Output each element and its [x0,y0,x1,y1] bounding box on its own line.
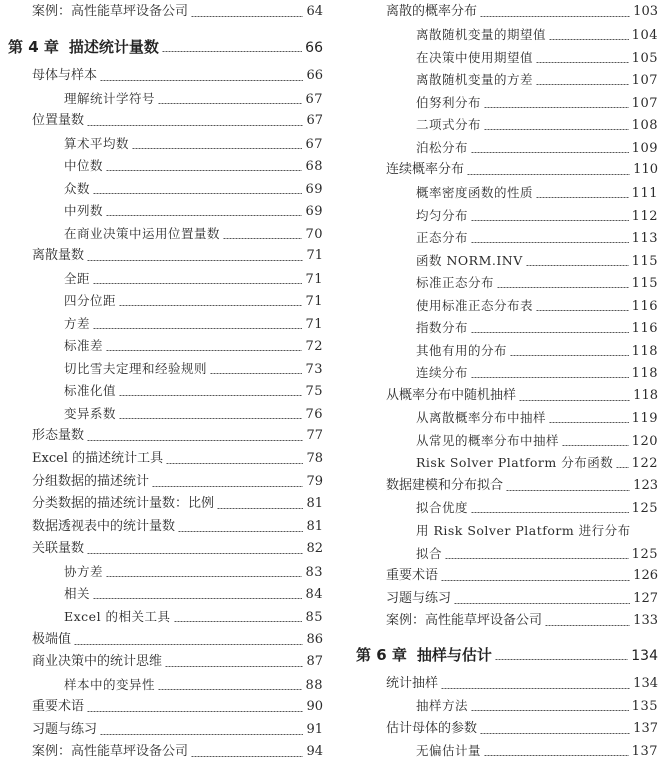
dot-leader [562,445,629,446]
toc-page-number: 71 [305,272,323,287]
toc-entry[interactable] [64,223,323,245]
dot-leader [445,558,629,559]
toc-page-number: 78 [306,451,323,466]
toc-entry-title: 正态分布 [416,230,469,245]
toc-entry-title: 习题与练习 [32,722,98,737]
toc-entry[interactable] [64,268,323,290]
toc-page-number: 133 [633,613,658,628]
chapter-number: 第 4 章 [8,38,59,56]
toc-page-number: 107 [631,73,658,88]
toc-page-number: 105 [631,51,658,66]
toc-entry-title: 伯努利分布 [416,95,482,110]
dot-leader [471,332,629,333]
dot-leader [536,84,629,85]
dot-leader [178,531,303,532]
toc-page-number: 137 [631,744,658,759]
dot-leader [158,103,302,104]
toc-entry-title: 重要术语 [32,699,85,714]
toc-entry-title: 其他有用的分布 [416,343,508,358]
toc-entry-title: 四分位距 [64,293,117,308]
toc-page-number: 104 [631,28,658,43]
toc-entry[interactable] [416,92,658,114]
toc-entry[interactable] [416,47,658,69]
toc-entry[interactable] [416,182,658,204]
toc-entry[interactable] [32,538,323,560]
toc-entry[interactable] [386,1,658,23]
dot-leader [471,220,629,221]
toc-page-number: 134 [633,676,658,691]
toc-page-number: 67 [305,137,323,152]
toc-page-number: 75 [305,384,323,399]
toc-entry[interactable] [386,385,658,407]
toc-entry[interactable] [386,610,658,632]
toc-entry-title: 关联量数 [32,541,85,556]
dot-leader [158,689,302,690]
dot-leader [93,193,302,194]
toc-entry-title: 离散随机变量的方差 [416,72,534,87]
toc-page-number: 120 [631,434,658,449]
toc-entry-title: 均匀分布 [416,208,469,223]
toc-entry[interactable] [64,606,323,628]
toc-entry[interactable] [32,1,323,23]
toc-entry-title: 抽样方法 [416,698,469,713]
toc-chapter-heading[interactable] [8,36,323,58]
toc-entry-title: 数据透视表中的统计量数 [32,519,176,534]
toc-entry[interactable] [416,250,658,272]
toc-entry-title: 协方差 [64,564,104,579]
toc-entry[interactable] [416,227,658,249]
dot-leader [217,508,303,509]
dot-leader [471,710,629,711]
toc-page-number: 94 [306,744,323,759]
toc-page-number: 113 [631,231,658,246]
toc-entry[interactable] [64,583,323,605]
toc-entry[interactable] [32,471,323,493]
dot-leader [223,238,302,239]
toc-entry-title: 连续分布 [416,365,469,380]
toc-entry[interactable] [64,178,323,200]
toc-entry-title: 样本中的变异性 [64,677,156,692]
dot-leader [87,440,303,441]
toc-page-number: 135 [631,699,658,714]
toc-entry[interactable] [416,272,658,294]
toc-entry-title: 数据建模和分布拟合 [386,478,504,493]
toc-entry[interactable] [416,695,658,717]
dot-leader [119,395,302,396]
toc-entry-title: 二项式分布 [416,117,482,132]
dot-leader [441,580,630,581]
dot-leader [510,355,629,356]
toc-entry-title: 算术平均数 [64,136,130,151]
toc-entry[interactable] [64,133,323,155]
toc-entry-title: Excel 的描述统计工具 [32,451,164,466]
toc-entry[interactable] [64,335,323,357]
toc-entry-title: 连续概率分布 [386,162,465,177]
toc-page-number: 73 [305,362,323,377]
toc-page-number: 71 [305,294,323,309]
toc-page-number: 127 [633,591,658,606]
toc-page-number: 87 [306,654,323,669]
toc-page-number: 81 [306,496,323,511]
toc-entry-title: 中位数 [64,158,104,173]
toc-entry-title: 方差 [64,316,91,331]
toc-entry-title: 概率密度函数的性质 [416,185,534,200]
toc-entry-title: Excel 的相关工具 [64,609,171,624]
toc-page-number: 64 [306,4,323,19]
toc-page-number: 110 [633,162,658,177]
toc-page-number: 112 [631,209,658,224]
toc-page-number: 115 [631,254,658,269]
chapter-number: 第 6 章 [356,646,407,664]
toc-entry-title: 用 Risk Solver Platform 进行分布 [416,523,631,538]
toc-entry[interactable] [32,629,323,651]
toc-entry[interactable] [416,69,658,91]
dot-leader [106,170,302,171]
toc-page-number: 68 [305,159,323,174]
toc-entry-title: 离散随机变量的期望值 [416,27,547,42]
toc-page-number: 67 [306,113,323,128]
toc-page-number: 82 [306,541,323,556]
dot-leader [536,62,629,63]
dot-leader [484,129,629,130]
toc-entry-title: 离散量数 [32,248,85,263]
toc-entry-title: Risk Solver Platform 分布函数 [416,455,614,470]
toc-entry-title: 案例：高性能草坪设备公司 [32,744,189,759]
dot-leader [545,625,630,626]
dot-leader [87,125,303,126]
toc-entry-title: 标准正态分布 [416,275,495,290]
toc-page-number: 115 [631,276,658,291]
toc-entry[interactable] [32,741,323,763]
dot-leader [87,711,303,712]
toc-entry[interactable] [416,452,658,474]
dot-leader [106,215,302,216]
dot-leader [132,148,302,149]
toc-entry-title: 极端值 [32,632,72,647]
toc-page-number: 69 [305,204,323,219]
toc-entry-title: 从常见的概率分布中抽样 [416,433,560,448]
dot-leader [536,310,629,311]
toc-page-number: 107 [631,96,658,111]
toc-entry[interactable] [416,295,658,317]
toc-page-number: 116 [631,299,658,314]
toc-entry[interactable] [32,719,323,741]
dot-leader [191,756,303,757]
toc-entry[interactable] [416,430,658,452]
toc-page-number: 103 [633,4,658,19]
dot-leader [174,621,303,622]
dot-leader [471,377,629,378]
dot-leader [480,16,630,17]
toc-page-number: 111 [631,186,658,201]
toc-entry[interactable] [386,565,658,587]
toc-page-number: 125 [631,501,658,516]
toc-page-number: 118 [633,388,658,403]
toc-entry-title: 使用标准正态分布表 [416,298,534,313]
toc-entry-title: 估计母体的参数 [386,721,478,736]
toc-page-number: 83 [305,565,323,580]
toc-entry[interactable] [32,493,323,515]
dot-leader [484,755,629,756]
toc-entry[interactable] [416,497,658,519]
toc-entry[interactable] [64,403,323,425]
toc-entry-title: 切比雪夫定理和经验规则 [64,361,208,376]
toc-page-number: 126 [633,568,658,583]
toc-page-number: 88 [305,678,323,693]
toc-page-number: 90 [306,699,323,714]
toc-entry[interactable] [386,673,658,695]
dot-leader [536,197,629,198]
dot-leader [74,644,303,645]
toc-page-number: 137 [633,721,658,736]
toc-entry-title: 无偏估计量 [416,743,482,758]
dot-leader [616,467,628,468]
toc-entry[interactable] [32,448,323,470]
toc-entry[interactable] [64,674,323,696]
toc-page-number: 70 [305,227,323,242]
toc-entry-title: 拟合优度 [416,500,469,515]
dot-leader [454,603,630,604]
toc-entry-title: 在商业决策中运用位置量数 [64,226,221,241]
toc-entry[interactable] [416,24,658,46]
toc-page-number: 123 [633,478,658,493]
dot-leader [519,400,630,401]
toc-entry-title: 描述统计量数 [68,38,159,56]
toc-chapter-heading[interactable] [356,644,658,666]
dot-leader [467,174,630,175]
toc-entry-title: 抽样与估计 [416,646,492,664]
dot-leader [106,350,302,351]
toc-page-number: 108 [631,118,658,133]
dot-leader [152,486,303,487]
toc-page-number: 77 [306,428,323,443]
toc-page-number: 67 [305,92,323,107]
toc-entry-title: 重要术语 [386,568,439,583]
toc-page-number: 91 [306,722,323,737]
dot-leader [480,733,630,734]
toc-entry[interactable] [64,200,323,222]
dot-leader [526,265,629,266]
dot-leader [93,598,302,599]
toc-entry[interactable] [386,588,658,610]
toc-entry[interactable] [64,88,323,110]
toc-page-number: 76 [305,407,323,422]
dot-leader [495,659,628,660]
toc-entry[interactable] [32,696,323,718]
toc-entry-title: 母体与样本 [32,68,98,83]
toc-entry[interactable] [416,114,658,136]
dot-leader [549,422,629,423]
toc-entry-title: 统计抽样 [386,676,439,691]
dot-leader [441,688,630,689]
toc-entry[interactable] [416,362,658,384]
toc-entry[interactable] [416,205,658,227]
toc-entry-title: 从概率分布中随机抽样 [386,388,517,403]
toc-entry-title: 位置量数 [32,113,85,128]
toc-entry[interactable] [32,65,323,87]
dot-leader [210,373,302,374]
toc-page-number: 66 [306,68,323,83]
toc-entry-title: 商业决策中的统计思维 [32,654,163,669]
toc-page-number: 84 [305,587,323,602]
toc-page-number: 118 [631,366,658,381]
toc-entry[interactable] [386,718,658,740]
toc-entry[interactable] [386,475,658,497]
dot-leader [119,418,302,419]
toc-entry-title: 案例：高性能草坪设备公司 [386,613,543,628]
dot-leader [93,283,302,284]
toc-entry[interactable] [64,358,323,380]
dot-leader [106,576,302,577]
toc-entry[interactable] [64,380,323,402]
dot-leader [119,305,302,306]
toc-page-number: 125 [631,547,658,562]
toc-page-number: 119 [631,411,658,426]
dot-leader [162,51,302,52]
toc-entry-title: 全距 [64,271,91,286]
toc-page-number: 109 [631,141,658,156]
dot-leader [166,463,303,464]
toc-page-number: 86 [306,632,323,647]
toc-entry-title: 分组数据的描述统计 [32,474,150,489]
toc-page-number: 71 [305,317,323,332]
toc-entry-title: 形态量数 [32,428,85,443]
toc-entry-title: 在决策中使用期望值 [416,50,534,65]
toc-entry-title: 分类数据的描述统计量数：比例 [32,496,215,511]
dot-leader [471,152,629,153]
dot-leader [484,107,629,108]
toc-entry-title: 指数分布 [416,320,469,335]
dot-leader [497,287,629,288]
dot-leader [471,512,629,513]
toc-entry[interactable] [386,159,658,181]
toc-entry[interactable] [32,516,323,538]
toc-entry-title: 中列数 [64,203,104,218]
toc-page-number: 79 [306,474,323,489]
toc-entry-title: 函数 NORM.INV [416,253,523,268]
toc-entry-title: 众数 [64,181,91,196]
dot-leader [549,39,629,40]
toc-page-number: 71 [306,248,323,263]
toc-entry[interactable] [416,317,658,339]
toc-entry[interactable] [64,155,323,177]
toc-page-number: 85 [305,610,323,625]
toc-entry-title: 从离散概率分布中抽样 [416,410,547,425]
toc-entry[interactable] [416,740,658,762]
dot-leader [87,553,303,554]
toc-entry[interactable] [416,137,658,159]
toc-page-number: 69 [305,182,323,197]
dot-leader [165,666,303,667]
toc-entry[interactable] [416,340,658,362]
toc-entry[interactable] [64,561,323,583]
dot-leader [100,80,303,81]
dot-leader [100,734,303,735]
toc-entry-title: 标准差 [64,338,104,353]
toc-entry-title: 变异系数 [64,406,117,421]
toc-entry[interactable] [32,651,323,673]
toc-page-number: 116 [631,321,658,336]
dot-leader [191,16,303,17]
toc-entry[interactable] [416,543,658,565]
toc-page-number: 72 [305,339,323,354]
toc-entry-title: 离散的概率分布 [386,4,478,19]
toc-entry[interactable] [64,290,323,312]
toc-page-number: 118 [631,344,658,359]
toc-entry-title: 相关 [64,586,91,601]
toc-page-number: 81 [306,519,323,534]
dot-leader [93,328,302,329]
toc-entry-title: 案例：高性能草坪设备公司 [32,4,189,19]
dot-leader [87,260,303,261]
toc-entry[interactable] [64,313,323,335]
toc-entry[interactable] [416,520,658,542]
toc-entry-title: 理解统计学符号 [64,91,156,106]
toc-entry-title: 标准化值 [64,383,117,398]
toc-entry[interactable] [32,245,323,267]
dot-leader [506,490,630,491]
toc-entry[interactable] [32,425,323,447]
toc-page-number: 66 [305,40,323,56]
dot-leader [471,242,629,243]
toc-entry[interactable] [416,407,658,429]
toc-entry-title: 习题与练习 [386,591,452,606]
toc-entry[interactable] [32,110,323,132]
toc-entry-title: 泊松分布 [416,140,469,155]
toc-page-number: 122 [631,456,658,471]
toc-page-number: 134 [631,648,658,664]
toc-entry-title: 拟合 [416,546,443,561]
